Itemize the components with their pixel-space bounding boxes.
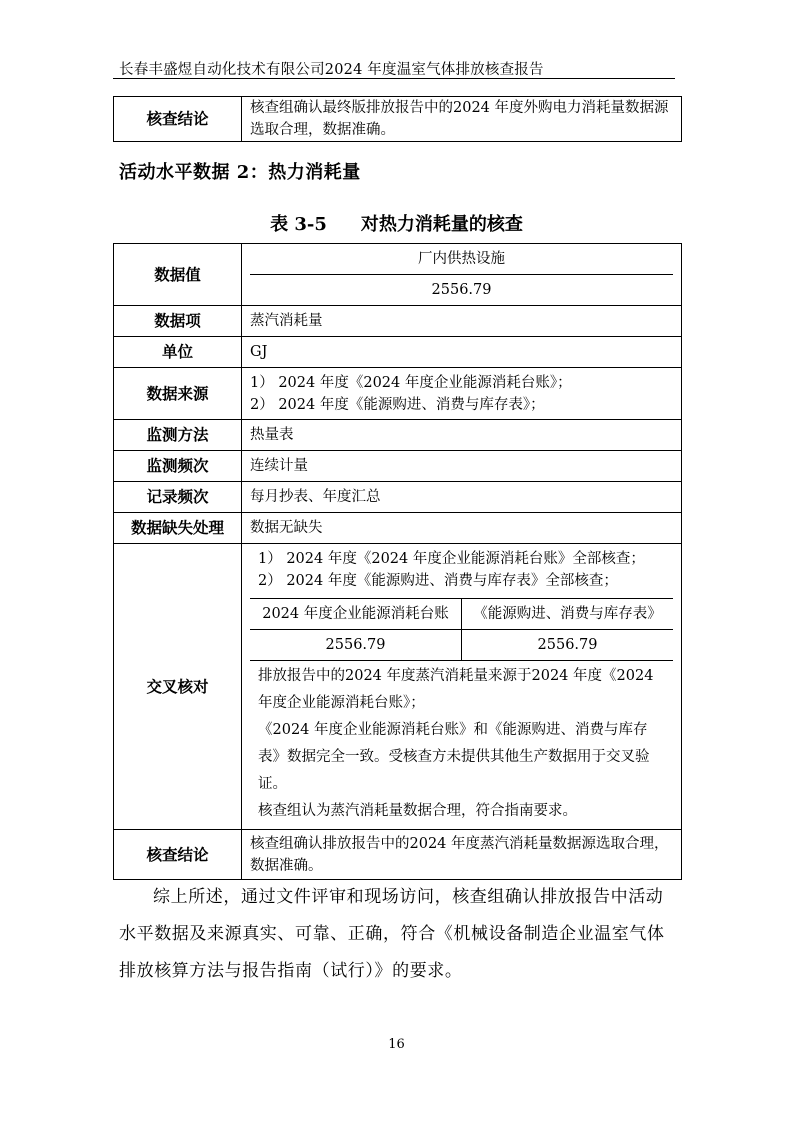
- data-source-line: 2） 2024 年度《能源购进、消费与库存表》；: [250, 396, 545, 413]
- table-conclusion-text: 核查组确认排放报告中的2024 年度蒸汽消耗量数据源选取合理，数据准确。: [242, 830, 682, 880]
- monitoring-method-value: 热量表: [242, 420, 682, 451]
- data-source-label: 数据来源: [114, 368, 242, 420]
- header-title: 长春丰盛煜自动化技术有限公司2024 年度温室气体排放核查报告: [119, 62, 544, 78]
- compare-value: 2556.79: [462, 630, 674, 661]
- data-value-label: 数据值: [114, 244, 242, 306]
- table-caption: [0, 210, 793, 236]
- conclusion-text: 核查组确认最终版排放报告中的2024 年度外购电力消耗量数据源选取合理，数据准确。: [242, 97, 682, 142]
- data-value-subtable: [250, 244, 673, 305]
- unit-label: 单位: [114, 337, 242, 368]
- data-item-value: 蒸汽消耗量: [242, 306, 682, 337]
- cross-check-comparison-table: [250, 598, 673, 661]
- recording-frequency-value: 每月抄表、年度汇总: [242, 482, 682, 513]
- summary-paragraph: 综上所述，通过文件评审和现场访问，核查组确认排放报告中活动水平数据及来源真实、可靠、正确，符合《机械设备制造企业温室气体排放核算方法与报告指南（试行）》的要求。: [119, 887, 665, 981]
- missing-data-value: 数据无缺失: [242, 513, 682, 544]
- section-heading: 活动水平数据 2：热力消耗量: [119, 162, 361, 183]
- compare-header: 《能源购进、消费与库存表》: [462, 599, 674, 630]
- unit-value: GJ: [242, 337, 682, 368]
- monitoring-frequency-value: 连续计量: [242, 451, 682, 482]
- data-source-line: 1） 2024 年度《2024 年度企业能源消耗台账》；: [250, 374, 572, 391]
- compare-header: 2024 年度企业能源消耗台账: [250, 599, 462, 630]
- monitoring-method-label: 监测方法: [114, 420, 242, 451]
- conclusion-label: 核查结论: [114, 97, 242, 142]
- data-value-column: 厂内供热设施: [250, 244, 673, 275]
- cross-check-note: 核查组认为蒸汽消耗量数据合理，符合指南要求。: [258, 803, 577, 819]
- table-conclusion-label: 核查结论: [114, 830, 242, 880]
- header-rule: [113, 78, 675, 79]
- previous-conclusion-table: [113, 96, 682, 142]
- page-number: 16: [388, 1037, 405, 1052]
- cross-check-line: 1） 2024 年度《2024 年度企业能源消耗台账》全部核查；: [258, 551, 645, 567]
- heat-consumption-verification-table: [113, 243, 682, 880]
- monitoring-frequency-label: 监测频次: [114, 451, 242, 482]
- data-value-number: 2556.79: [250, 275, 673, 306]
- compare-value: 2556.79: [250, 630, 462, 661]
- cross-check-note: 排放报告中的2024 年度蒸汽消耗量来源于2024 年度《2024 年度企业能源消耗台账》；: [258, 668, 654, 711]
- data-item-label: 数据项: [114, 306, 242, 337]
- recording-frequency-label: 记录频次: [114, 482, 242, 513]
- table-caption-title: 对热力消耗量的核查: [360, 214, 523, 235]
- cross-check-note: 《2024 年度企业能源消耗台账》和《能源购进、消费与库存表》数据完全一致。受核查方未提供其他生产数据用于交叉验证。: [258, 722, 650, 792]
- missing-data-label: 数据缺失处理: [114, 513, 242, 544]
- table-caption-number: 表 3-5: [270, 214, 327, 235]
- cross-check-line: 2） 2024 年度《能源购进、消费与库存表》全部核查；: [258, 573, 618, 589]
- cross-check-label: 交叉核对: [114, 544, 242, 830]
